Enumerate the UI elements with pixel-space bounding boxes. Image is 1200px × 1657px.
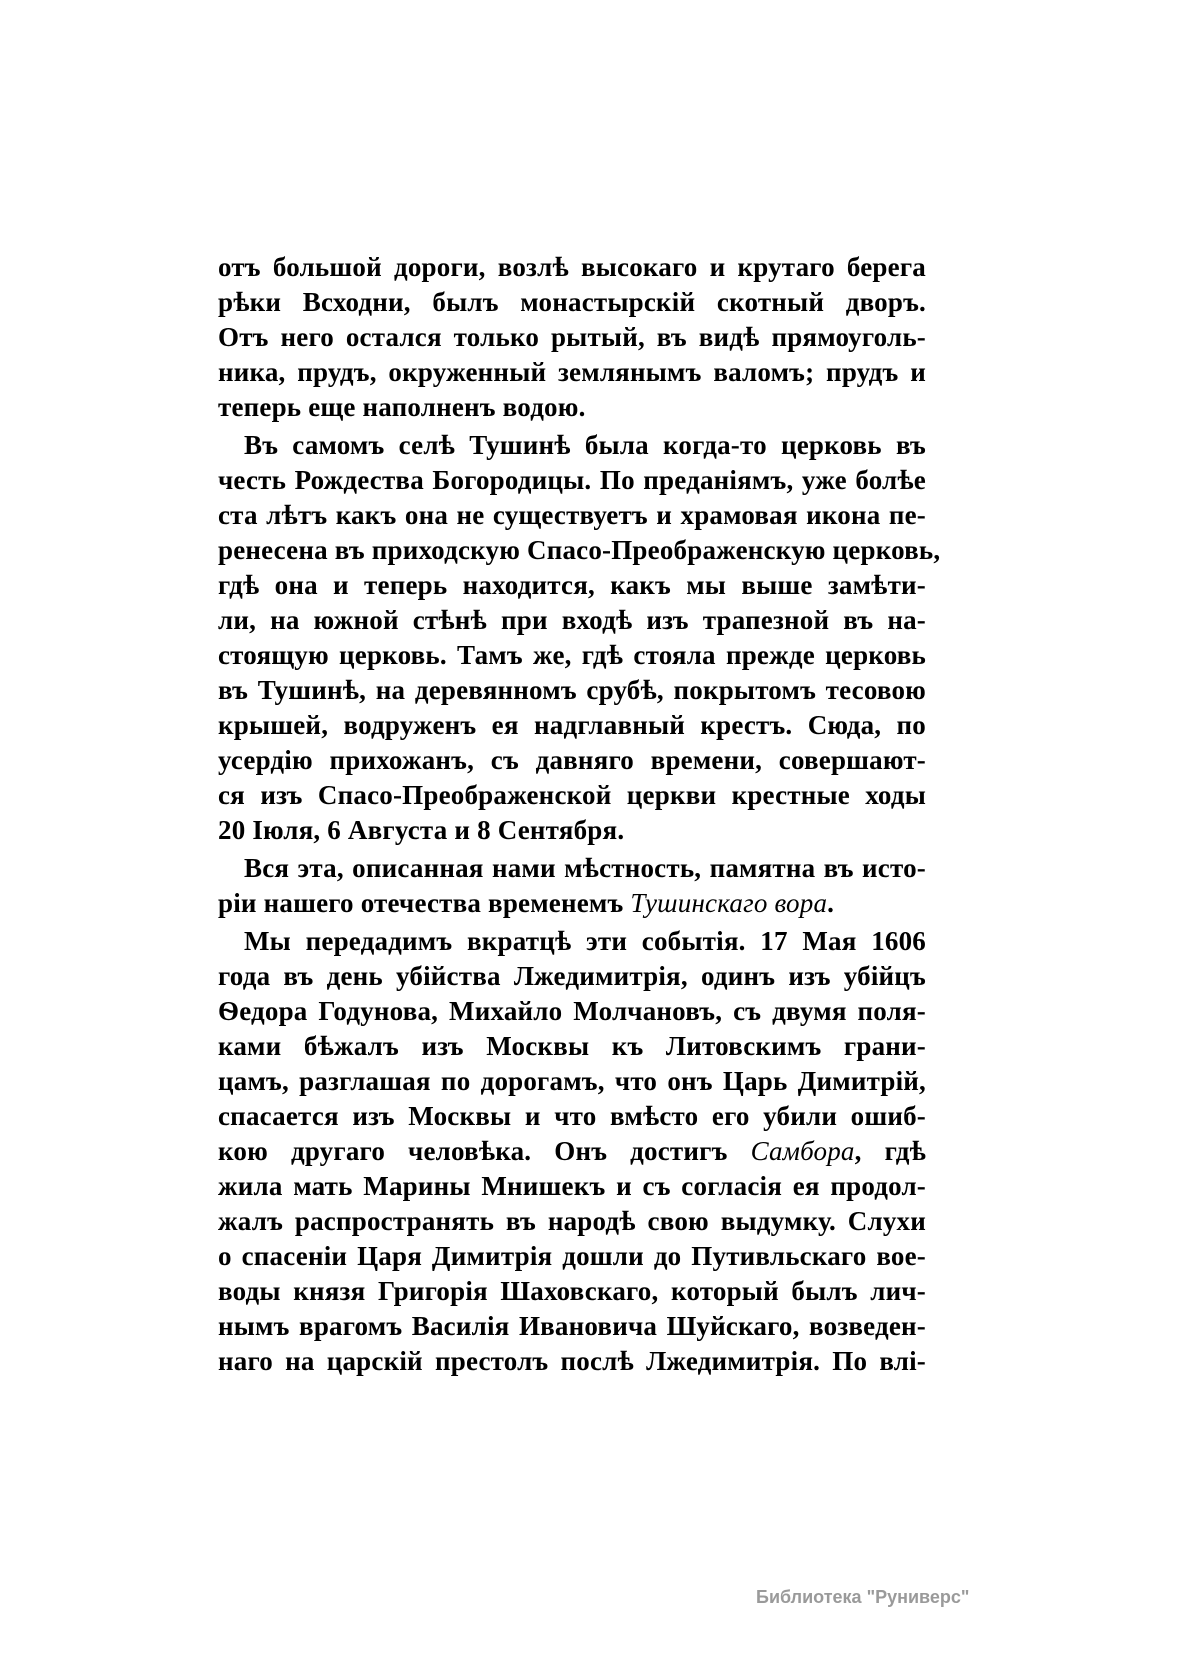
text-span: стоящую церковь. Тамъ же, гдѣ стояла прежде церковь — [218, 640, 926, 670]
text-span: Отъ него остался только рытый, въ видѣ прямоуголь- — [218, 322, 926, 352]
text-span: кою другаго человѣка. Онъ достигъ — [218, 1136, 751, 1166]
text-span: рiи нашего отечества временемъ — [218, 888, 631, 918]
text-line — [218, 463, 926, 498]
text-span: 20 Iюля, 6 Августа и 8 Сентября. — [218, 815, 625, 845]
text-line — [218, 1274, 926, 1309]
text-line — [218, 533, 941, 568]
text-line — [218, 1064, 926, 1099]
text-line — [218, 1169, 926, 1204]
text-span: честь Рождества Богородицы. По преданiямъ, уже болѣе — [218, 465, 926, 495]
text-span: въ Тушинѣ, на деревянномъ срубѣ, покрытомъ тесовою — [218, 675, 926, 705]
text-line — [218, 1344, 926, 1379]
text-line — [218, 1239, 926, 1274]
text-span: о спасенiи Царя Димитрiя дошли до Путивльскаго вое- — [218, 1241, 926, 1271]
text-line — [218, 638, 926, 673]
text-line — [218, 778, 926, 813]
text-span: Ѳедора Годунова, Михайло Молчановъ, съ двумя поля- — [218, 996, 926, 1026]
text-line — [218, 320, 926, 355]
text-span: теперь еще наполненъ водою. — [218, 392, 586, 422]
text-span: отъ большой дороги, возлѣ высокаго и крутаго берега — [218, 252, 926, 282]
text-span: ста лѣтъ какъ она не существуетъ и храмовая икона пе- — [218, 500, 926, 530]
text-span: крышей, водруженъ ея надглавный крестъ. Сюда, по — [218, 710, 926, 740]
text-span: Мы передадимъ вкратцѣ эти событiя. 17 Мая 1606 — [244, 926, 926, 956]
text-line — [218, 924, 926, 959]
text-line — [218, 959, 926, 994]
text-line — [218, 886, 926, 921]
text-span: цамъ, разглашая по дорогамъ, что онъ Царь Димитрiй, — [218, 1066, 926, 1096]
text-line — [218, 1099, 926, 1134]
text-span: воды князя Григорiя Шаховскаго, который былъ лич- — [218, 1276, 926, 1306]
text-span: жалъ распространять въ народѣ свою выдумку. Слухи — [218, 1206, 926, 1236]
text-line — [218, 603, 926, 638]
text-line — [218, 743, 926, 778]
text-line — [218, 428, 926, 463]
italic-phrase: Самбора — [750, 1136, 855, 1166]
text-span: усердiю прихожанъ, съ давняго времени, совершают- — [218, 745, 926, 775]
text-span: года въ день убiйства Лжедимитрiя, одинъ изъ убiйцъ — [218, 961, 926, 991]
text-span: ли, на южной стѣнѣ при входѣ изъ трапезной въ на- — [218, 605, 926, 635]
library-watermark: Библиотека "Руниверс" — [756, 1587, 970, 1607]
text-line — [218, 1204, 926, 1239]
text-line — [218, 1309, 926, 1344]
text-line — [218, 994, 926, 1029]
text-span: рѣки Всходни, былъ монастырскiй скотный дворъ. — [218, 287, 926, 317]
text-span: гдѣ она и теперь находится, какъ мы выше замѣти- — [218, 570, 926, 600]
page-text — [218, 250, 941, 1379]
text-line — [218, 1029, 926, 1064]
text-span: ника, прудъ, окруженный землянымъ валомъ; прудъ и — [218, 357, 926, 387]
text-line — [218, 285, 926, 320]
text-span: спасается изъ Москвы и что вмѣсто его убили ошиб- — [218, 1101, 926, 1131]
text-span: . — [827, 888, 835, 918]
text-line — [218, 250, 926, 285]
text-span: , гдѣ — [854, 1136, 926, 1166]
text-line — [218, 813, 926, 848]
text-span: ся изъ Спасо-Преображенской церкви крестные ходы — [218, 780, 926, 810]
text-line — [218, 708, 926, 743]
text-line — [218, 498, 926, 533]
text-span: ренесена въ приходскую Спасо-Преображенскую церковь, — [218, 535, 941, 565]
text-line — [218, 673, 926, 708]
text-line — [218, 851, 926, 886]
italic-phrase: Тушинскаго вора — [630, 888, 828, 918]
text-line — [218, 568, 926, 603]
text-span: Въ самомъ селѣ Тушинѣ была когда-то церковь въ — [244, 430, 926, 460]
text-span: ками бѣжалъ изъ Москвы къ Литовскимъ грани- — [218, 1031, 926, 1061]
text-span: наго на царскiй престолъ послѣ Лжедимитрiя. По влi- — [218, 1346, 926, 1376]
text-line — [218, 390, 926, 425]
text-span: жила мать Марины Мнишекъ и съ согласiя ея продол- — [218, 1171, 926, 1201]
text-line — [218, 1134, 926, 1169]
text-span: Вся эта, описанная нами мѣстность, памятна въ исто- — [244, 853, 926, 883]
text-line — [218, 355, 926, 390]
text-span: нымъ врагомъ Василiя Ивановича Шуйскаго, возведен- — [218, 1311, 926, 1341]
